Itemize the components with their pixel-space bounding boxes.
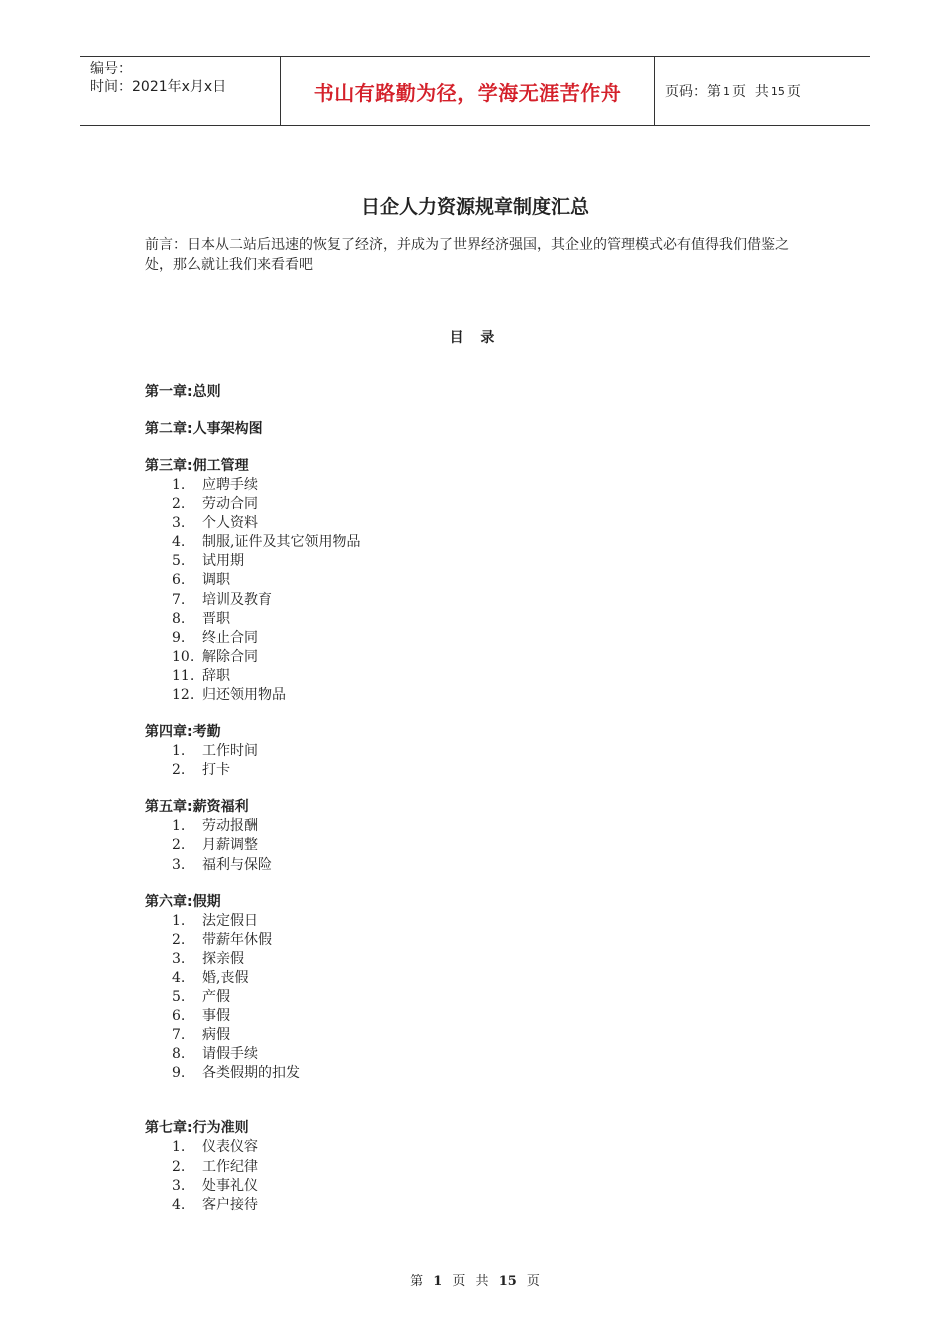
toc-item bbox=[145, 591, 745, 610]
toc-item-label: 仪表仪容 bbox=[202, 1139, 258, 1156]
toc-heading: 目 录 bbox=[449, 330, 501, 346]
header-meta bbox=[80, 57, 281, 125]
toc-item bbox=[145, 514, 745, 533]
toc-item-number: 9. bbox=[172, 629, 186, 646]
toc-item bbox=[145, 629, 745, 648]
toc-item-label: 个人资料 bbox=[202, 515, 258, 532]
toc-item bbox=[145, 761, 745, 780]
toc-item-number: 12. bbox=[172, 687, 195, 704]
toc-item-label: 探亲假 bbox=[202, 950, 244, 967]
toc-item bbox=[145, 1064, 745, 1083]
document-title: 日企人力资源规章制度汇总 bbox=[360, 196, 589, 218]
header-date: 时间：2021年x月x日 bbox=[90, 79, 227, 95]
header-page-prefix: 页码：第 bbox=[665, 84, 721, 100]
toc-item-number: 2. bbox=[172, 762, 186, 779]
toc-item-label: 工作时间 bbox=[202, 743, 258, 760]
toc-item bbox=[145, 533, 745, 552]
toc-item-label: 制服,证件及其它领用物品 bbox=[202, 534, 361, 551]
toc-item-number: 3. bbox=[172, 1177, 186, 1194]
toc-item-label: 终止合同 bbox=[202, 629, 258, 646]
toc-item bbox=[145, 476, 745, 495]
toc-item-label: 各类假期的扣发 bbox=[202, 1065, 300, 1082]
chapter-title: 第一章:总则 bbox=[145, 384, 221, 400]
toc-item bbox=[145, 667, 745, 686]
toc-item-number: 4. bbox=[172, 534, 186, 551]
chapter-title: 第六章:假期 bbox=[145, 893, 221, 910]
toc-item bbox=[145, 856, 745, 875]
toc-item-number: 2. bbox=[172, 931, 186, 948]
toc-item-number: 5. bbox=[172, 553, 186, 570]
toc-item-label: 请假手续 bbox=[202, 1046, 258, 1063]
page-footer bbox=[0, 1270, 950, 1289]
toc-item-label: 晋职 bbox=[202, 610, 230, 627]
toc-item bbox=[145, 495, 745, 514]
toc-item bbox=[145, 988, 745, 1007]
toc-item-number: 2. bbox=[172, 1158, 186, 1175]
toc-chapter bbox=[145, 420, 745, 439]
toc-item-number: 11. bbox=[172, 667, 195, 684]
chapter-title: 第二章:人事架构图 bbox=[145, 421, 263, 437]
toc-item bbox=[145, 817, 745, 836]
toc-item bbox=[145, 552, 745, 571]
toc-item-number: 1. bbox=[172, 1139, 186, 1156]
toc-item bbox=[145, 969, 745, 988]
toc-item-label: 病假 bbox=[202, 1027, 230, 1044]
toc-item bbox=[145, 836, 745, 855]
toc-item-label: 福利与保险 bbox=[202, 856, 272, 873]
footer-suffix: 页 bbox=[526, 1274, 540, 1289]
toc-item-number: 1. bbox=[172, 818, 186, 835]
toc-item-number: 8. bbox=[172, 1046, 186, 1063]
toc-item-number: 4. bbox=[172, 969, 186, 986]
toc-chapter bbox=[145, 383, 745, 402]
chapter-title: 第四章:考勤 bbox=[145, 724, 221, 741]
toc-chapter bbox=[145, 457, 745, 705]
toc-item-number: 8. bbox=[172, 610, 186, 627]
chapter-title: 第五章:薪资福利 bbox=[145, 799, 249, 816]
toc-item bbox=[145, 571, 745, 590]
toc-item-label: 培训及教育 bbox=[202, 591, 272, 608]
toc-item-label: 调职 bbox=[202, 572, 230, 589]
toc-item-label: 事假 bbox=[202, 1008, 230, 1025]
toc-item bbox=[145, 1026, 745, 1045]
toc-item-label: 月薪调整 bbox=[202, 837, 258, 854]
toc-item-number: 2. bbox=[172, 837, 186, 854]
chapter-title: 第三章:佣工管理 bbox=[145, 458, 249, 474]
toc-item-label: 辞职 bbox=[202, 667, 230, 684]
toc-chapter bbox=[145, 723, 745, 780]
chapter-title: 第七章:行为准则 bbox=[145, 1120, 249, 1137]
toc-item-number: 3. bbox=[172, 950, 186, 967]
footer-page-num: 1 bbox=[433, 1274, 443, 1289]
toc-item-label: 客户接待 bbox=[202, 1196, 258, 1213]
toc-item-number: 1. bbox=[172, 743, 186, 760]
toc-item-number: 6. bbox=[172, 1008, 186, 1025]
toc-item bbox=[145, 912, 745, 931]
toc-item-label: 试用期 bbox=[202, 553, 244, 570]
toc-item bbox=[145, 686, 745, 705]
toc-item-label: 产假 bbox=[202, 988, 230, 1005]
toc-item bbox=[145, 1158, 745, 1177]
toc-item bbox=[145, 1138, 745, 1157]
header-page-total: 15 bbox=[770, 84, 785, 98]
footer-mid: 页 共 bbox=[452, 1274, 489, 1289]
header-motto: 书山有路勤为径，学海无涯苦作舟 bbox=[281, 57, 655, 125]
toc-item-number: 7. bbox=[172, 591, 186, 608]
table-of-contents bbox=[145, 383, 745, 1233]
footer-page-total: 15 bbox=[498, 1274, 517, 1289]
toc-item-label: 工作纪律 bbox=[202, 1158, 258, 1175]
page-header bbox=[80, 56, 870, 126]
toc-chapter bbox=[145, 1119, 745, 1214]
toc-item-number: 4. bbox=[172, 1196, 186, 1213]
toc-item bbox=[145, 1177, 745, 1196]
toc-item bbox=[145, 742, 745, 761]
header-number-label: 编号： bbox=[90, 61, 132, 77]
toc-item-label: 解除合同 bbox=[202, 648, 258, 665]
toc-item-label: 法定假日 bbox=[202, 912, 258, 929]
toc-item-label: 婚,丧假 bbox=[202, 969, 249, 986]
toc-item-label: 处事礼仪 bbox=[202, 1177, 258, 1194]
toc-item-number: 2. bbox=[172, 496, 186, 513]
toc-item bbox=[145, 950, 745, 969]
header-page-info bbox=[655, 57, 870, 125]
toc-item bbox=[145, 931, 745, 950]
toc-item-label: 劳动报酬 bbox=[202, 818, 258, 835]
toc-item-number: 3. bbox=[172, 515, 186, 532]
toc-item bbox=[145, 1007, 745, 1026]
toc-item-number: 1. bbox=[172, 912, 186, 929]
toc-item-number: 9. bbox=[172, 1065, 186, 1082]
preface: 前言：日本从二站后迅速的恢复了经济，并成为了世界经济强国，其企业的管理模式必有值得我们借鉴之处，那么就让我们来看看吧 bbox=[145, 237, 789, 273]
toc-item-number: 3. bbox=[172, 856, 186, 873]
toc-chapter bbox=[145, 798, 745, 874]
toc-item bbox=[145, 1045, 745, 1064]
toc-item-number: 1. bbox=[172, 477, 186, 493]
toc-chapter bbox=[145, 893, 745, 1084]
toc-item bbox=[145, 610, 745, 629]
toc-item-label: 归还领用物品 bbox=[202, 687, 286, 704]
toc-item-number: 7. bbox=[172, 1027, 186, 1044]
footer-prefix: 第 bbox=[410, 1274, 424, 1289]
header-page-mid: 页 共 bbox=[732, 84, 769, 100]
toc-item-number: 6. bbox=[172, 572, 186, 589]
header-page-num: 1 bbox=[723, 84, 730, 98]
toc-item-label: 劳动合同 bbox=[202, 496, 258, 513]
toc-item-number: 5. bbox=[172, 988, 186, 1005]
toc-item-label: 打卡 bbox=[202, 762, 230, 779]
toc-item bbox=[145, 1196, 745, 1215]
toc-item-label: 应聘手续 bbox=[202, 477, 258, 493]
header-page-suffix: 页 bbox=[786, 84, 801, 100]
toc-item-number: 10. bbox=[172, 648, 195, 665]
toc-item-label: 带薪年休假 bbox=[202, 931, 272, 948]
toc-item bbox=[145, 648, 745, 667]
